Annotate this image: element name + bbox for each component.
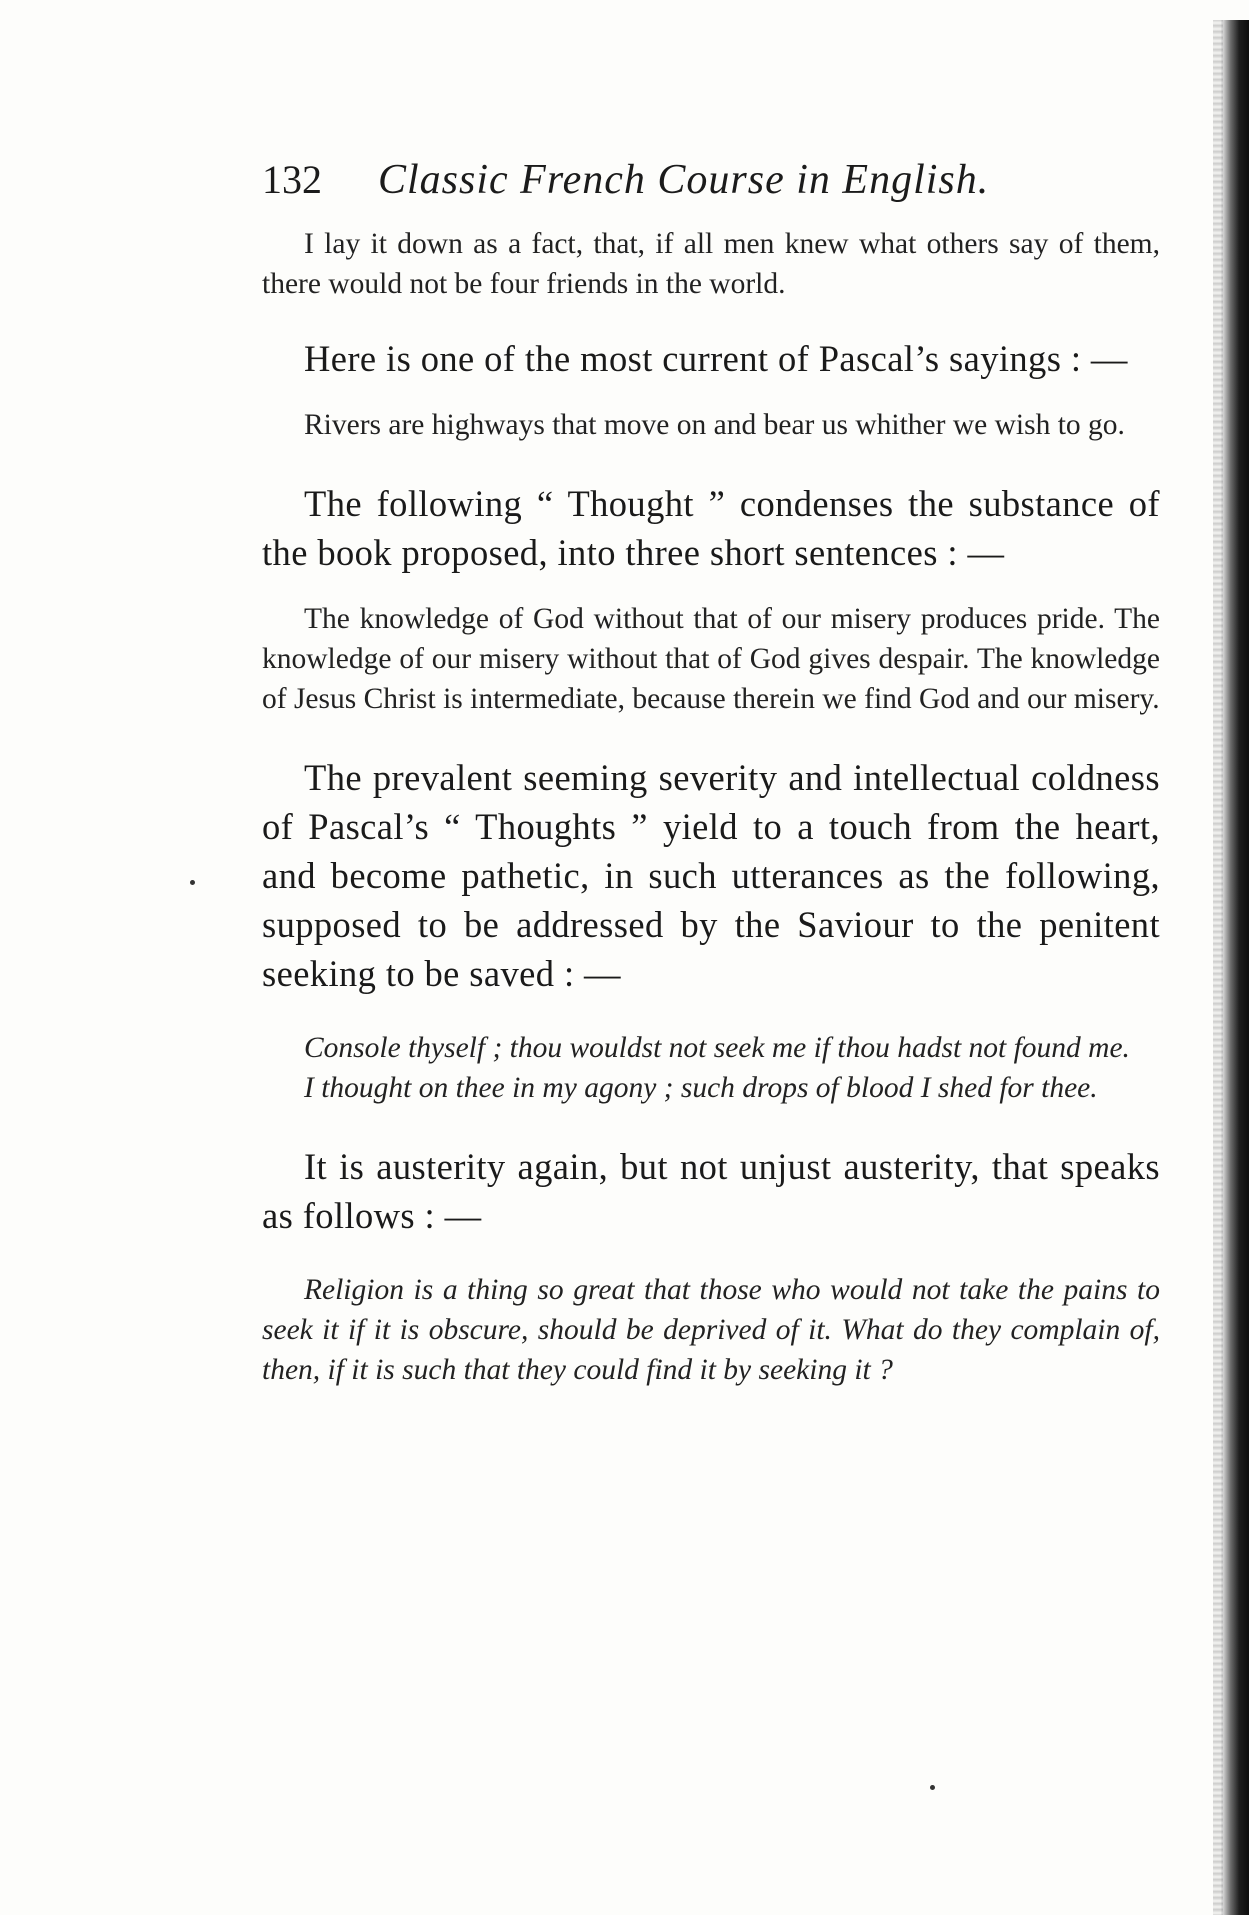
ink-speck bbox=[190, 880, 195, 885]
quote-thought-on-thee: I thought on thee in my agony ; such drops of blood I shed for thee. bbox=[304, 1072, 1098, 1104]
book-title: Classic French Course in English. bbox=[378, 157, 990, 203]
quote-rivers: Rivers are highways that move on and bear us whither we wish to go. bbox=[304, 409, 1125, 441]
quote-friends: I lay it down as a fact, that, if all men knew what others say of them, there would not be four friends in the world. bbox=[262, 228, 1160, 300]
page-edge-shadow bbox=[1221, 20, 1249, 1915]
quote-religion: Religion is a thing so great that those who would not take the pains to seek it if it is obscure, should be deprived of it. What do they complain of, then, if it is such that they could find it by seeking it ? bbox=[262, 1274, 1160, 1386]
page-number: 132 bbox=[262, 157, 322, 202]
page-content bbox=[262, 150, 1160, 1390]
ink-speck bbox=[930, 1785, 935, 1790]
quote-console-thyself: Console thyself ; thou wouldst not seek me if thou hadst not found me. bbox=[304, 1032, 1130, 1064]
running-head bbox=[262, 150, 1160, 210]
paragraph-prevalent-severity: The prevalent seeming severity and intellectual coldness of Pascal’s “ Thoughts ” yield to a touch from the heart, and become pathetic, in such utterances as the following, supposed to be addressed by the Saviour to the penitent seeking to be saved : — bbox=[262, 757, 1160, 994]
quote-knowledge-of-god: The knowledge of God without that of our misery produces pride. The knowledge of our misery without that of God gives despair. The knowledge of Jesus Christ is intermediate, because therein we find God and our misery. bbox=[262, 603, 1160, 715]
paragraph-current-sayings: Here is one of the most current of Pascal’s sayings : — bbox=[304, 338, 1128, 379]
paragraph-austerity: It is austerity again, but not unjust austerity, that speaks as follows : — bbox=[262, 1146, 1160, 1236]
paragraph-following-thought: The following “ Thought ” condenses the substance of the book proposed, into three short sentences : — bbox=[262, 483, 1160, 573]
